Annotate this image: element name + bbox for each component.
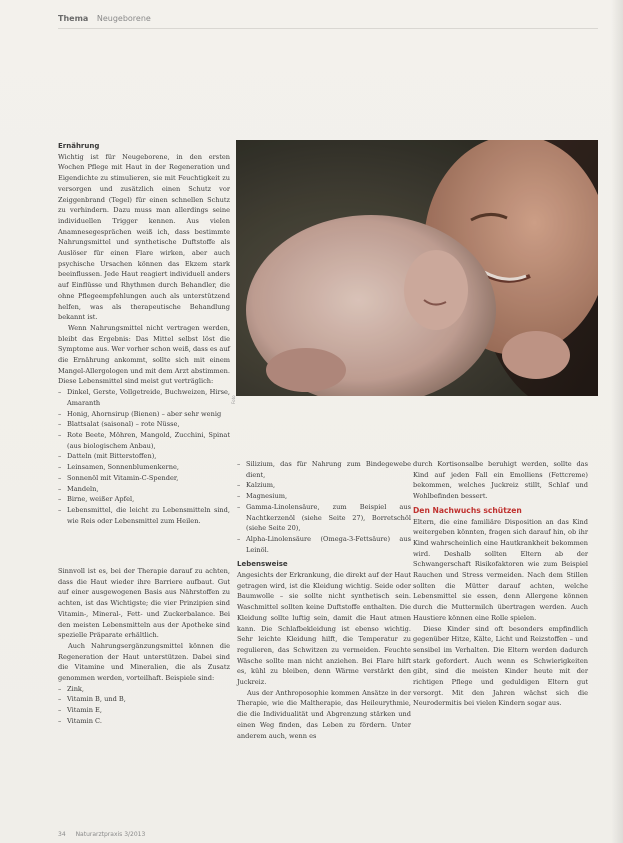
paragraph-intro: Wichtig ist für Neugeborene, in den ersten Wochen Pflege mit Haut in der Regeneration und Eigendichte zu stimulieren, sie mit Feuchtigkeit zu versorgen und zusätzlich einen Schutz vor Zeiggenbrand (Tegel) für einen schnellen Schutz zu verhindern. Dazu muss man allerdings seine individuellen Trigger kennen. Aus vielen Anamnesegesprächen weiß ich, dass bestimmte Nahrungsmittel und synthetische Duftstoffe als Auslöser für einen Flare wirken, aber auch psychische Ursachen können das Ekzem stark beeinflussen. Jede Haut reagiert individuell anders auf Einflüsse und Rhythmen durch Behandler, die ohne Pflegeempfehlungen auch als unterstützend helfen, was als therapeutische Behandlung bekannt ist. (58, 152, 230, 322)
paragraph-continued: durch Kortisonsalbe beruhigt werden, sollte das Kind auf jeden Fall ein Emolliens (Fettcreme) bekommen, welches Juckreiz stillt, Schlaf und Wohlbefinden bessert. (413, 460, 588, 501)
magazine-name: Naturarztpraxis 3/2013 (75, 831, 146, 838)
column-3 (413, 459, 588, 709)
photo-mother-and-baby (236, 140, 598, 396)
photo-credit: Foto (231, 395, 236, 404)
paragraph-lebensweise-2: Aus der Anthroposophie kommen Ansätze in der Therapie, wie die Maltherapie, das Heileurythmie, die die Individualität und Abgrenzung stärken und einen Weg finden, das Leben zu fördern. Unter anderem auch, wenn es (237, 688, 411, 740)
paragraph-4: Auch Nahrungsergänzungsmittel können die Regeneration der Haut unterstützen. Dabei sind die Vitamine und Mineralien, die als Zusatz genommen werden, vorteilhaft. Beispiele sind: (58, 641, 230, 683)
paragraph-nachwuchs-1: Eltern, die eine familiäre Disposition an das Kind weitergeben könnten, fragen sich darauf hin, ob ihr Kind wahrscheinlich eine Hautkrankheit bekommen wird. Deshalb sollten Eltern ab der Schwangerschaft Risikofaktoren wie zum Beispiel Rauchen und Stress vermeiden. Nach dem Stillen sollten die Mütter darauf achten, welche Lebensmittel sie essen, denn Allergene können durch die Muttermilch übertragen werden. Auch Haustiere können eine Rolle spielen. (413, 517, 588, 622)
list-item: – Vitamin C. (58, 716, 230, 727)
header-topic: Neugeborene (96, 14, 151, 23)
list-item: – Datteln (mit Bitterstoffen), (58, 451, 230, 462)
heading-ernaehrung: Ernährung (58, 142, 100, 150)
list-item: – Lebensmittel, die leicht zu Lebensmitteln sind, wie Reis oder Lebensmittel zum Heilen. (58, 505, 230, 526)
list-item: – Sonnenöl mit Vitamin-C-Spender, (58, 473, 230, 484)
list-item: – Kalzium, (237, 480, 411, 491)
supplement-list (58, 684, 230, 727)
column-1-bottom (58, 566, 230, 727)
page-number: 34 (58, 831, 66, 838)
column-1-top (58, 141, 230, 526)
heading-nachwuchs: Den Nachwuchs schützen (413, 505, 522, 515)
list-item: – Leinsamen, Sonnenblumenkerne, (58, 462, 230, 473)
page-binding-shadow (611, 0, 623, 843)
list-item: – Rote Beete, Möhren, Mangold, Zucchini, Spinat (aus biologischem Anbau), (58, 430, 230, 451)
list-item: – Honig, Ahornsirup (Bienen) – aber sehr wenig (58, 409, 230, 420)
list-item: – Alpha-Linolensäure (Omega-3-Fettsäure) aus Leinöl. (237, 534, 411, 555)
paragraph-nachwuchs-2: Diese Kinder sind oft besonders empfindlich gegenüber Hitze, Kälte, Licht und Reizstoffen – und sensibel im Verhalten. Die Eltern werden dadurch stark gefordert. Auch wenn es Schwierigkeiten gibt, sind die meisten Kinder heute mit der richtigen Pflege und geduldigen Eltern gut versorgt. Mit den Jahren wächst sich die Neurodermitis bei vielen Kindern sogar aus. (413, 624, 588, 708)
list-item: – Dinkel, Gerste, Vollgetreide, Buchweizen, Hirse, Amaranth (58, 387, 230, 408)
list-item: – Magnesium, (237, 491, 411, 502)
list-item: – Birne, weißer Apfel, (58, 494, 230, 505)
paragraph-2: Wenn Nahrungsmittel nicht vertragen werden, bleibt das Ergebnis: Das Mittel selbst löst die Symptome aus. Wer vorher schon weiß, dass es auf die Ernährung ankommt, sollte sich mit einem Mangel-Allergologen und mit dem Arzt abstimmen. Diese Lebensmittel sind meist gut verträglich: (58, 323, 230, 386)
heading-lebensweise: Lebensweise (237, 560, 288, 569)
list-item: – Gamma-Linolensäure, zum Beispiel aus Nachtkerzenöl (siehe Seite 27), Borretschöl (siehe Seite 20), (237, 502, 411, 534)
list-item: – Zink, (58, 684, 230, 695)
page-footer (58, 831, 145, 838)
list-item: – Vitamin B, und B, (58, 694, 230, 705)
page-header (58, 14, 151, 23)
column-2 (237, 459, 411, 741)
photo-illustration (236, 140, 598, 396)
list-item: – Mandeln, (58, 484, 230, 495)
paragraph-3: Sinnvoll ist es, bei der Therapie darauf zu achten, dass die Haut wieder ihre Barriere aufbaut. Gut auf einer ausgewogenen Basis aus Nährstoffen zu achten, ist das Wichtigste; die vier Prinzipien sind Vitamin-, Mineral-, Fett- und Zuckerbalance. Bei den meisten Lebensmitteln aus der Apotheke sind spezielle Präparate erhältlich. (58, 567, 230, 640)
list-item: – Blattsalat (saisonal) – rote Nüsse, (58, 419, 230, 430)
food-list (58, 387, 230, 526)
header-section: Thema (58, 14, 89, 23)
paragraph-lebensweise-1: Angesichts der Erkrankung, die direkt auf der Haut getragen wird, ist die Kleidung wichtig. Seide oder Baumwolle – sie sollte nicht synthetisch sein. Waschmittel sollten keine Duftstoffe enthalten. Die Kleidung sollte luftig sein, damit die Haut atmen kann. Die Schlafbekleidung ist ebenso wichtig. Sehr leichte Kleidung hilft, die Temperatur zu regulieren, das Schwitzen zu vermeiden. Feuchte Wäsche sollte man nicht anziehen. Bei Flare hilft es, kühl zu bleiben, denn Wärme verstärkt den Juckreiz. (237, 571, 411, 687)
list-item: – Vitamin E, (58, 705, 230, 716)
list-item: – Silizium, das für Nahrung zum Bindegewebe dient, (237, 459, 411, 480)
header-divider (58, 28, 598, 29)
supplement-list-cont (237, 459, 411, 555)
